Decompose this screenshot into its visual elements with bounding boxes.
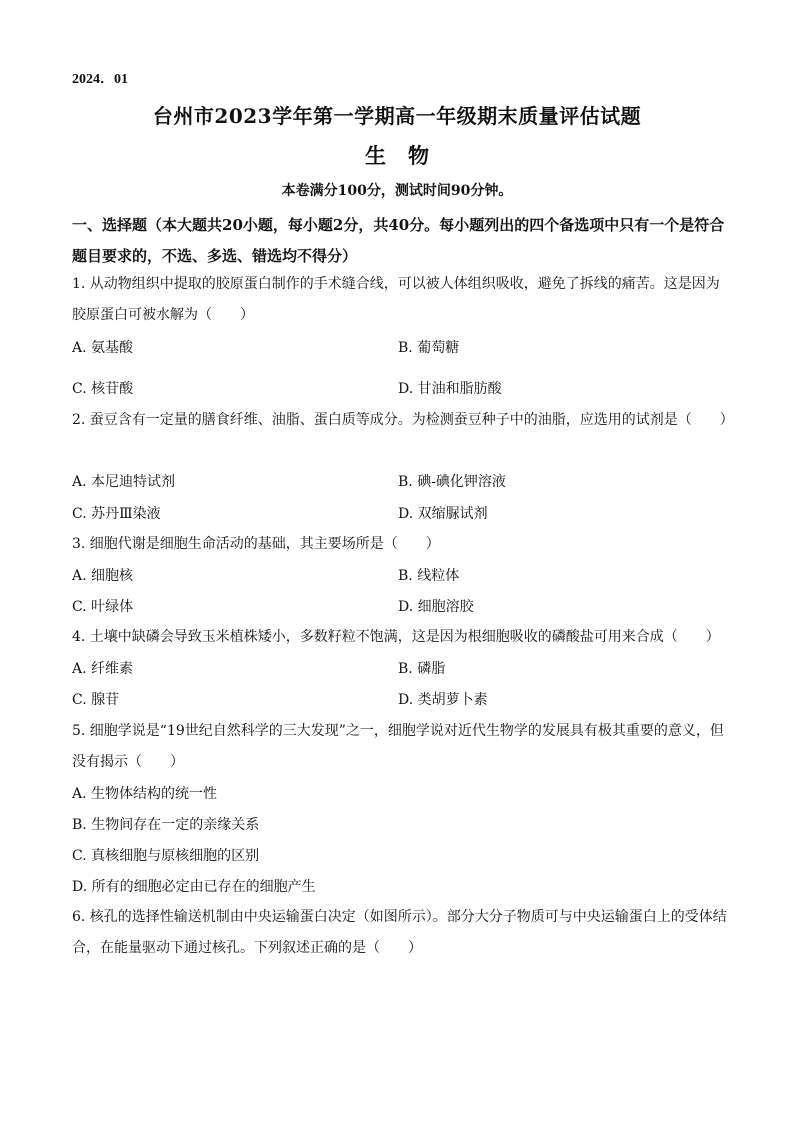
- exam-title: 台州市2023学年第一学期高一年级期末质量评估试题: [152, 104, 642, 128]
- question-4-option-a: A. 纤维素: [72, 661, 134, 677]
- question-6-stem: 6. 核孔的选择性输送机制由中央运输蛋白决定（如图所示）。部分大分子物质可与中央运输蛋白上的受体结合，在能量驱动下通过核孔。下列叙述正确的是（ ）: [72, 909, 727, 956]
- question-2-stem: 2. 蚕豆含有一定量的膳食纤维、油脂、蛋白质等成分。为检测蚕豆种子中的油脂，应选用的试剂是（ ）: [72, 412, 734, 428]
- question-2-option-a: A. 本尼迪特试剂: [72, 474, 176, 490]
- question-4-option-b: B. 磷脂: [398, 661, 446, 677]
- exam-note: 本卷满分100分，测试时间90分钟。: [281, 183, 513, 199]
- question-5-option-a: A. 生物体结构的统一性: [72, 786, 218, 802]
- question-3-option-b: B. 线粒体: [398, 568, 460, 584]
- question-4-option-d: D. 类胡萝卜素: [398, 692, 488, 708]
- question-5-option-d: D. 所有的细胞必定由已存在的细胞产生: [72, 879, 316, 895]
- question-2-option-b: B. 碘-碘化钾溶液: [398, 474, 506, 490]
- exam-subject: 生物: [365, 143, 451, 168]
- question-3-option-c: C. 叶绿体: [72, 599, 134, 615]
- question-1-option-a: A. 氨基酸: [72, 340, 134, 356]
- question-1-option-b: B. 葡萄糖: [398, 340, 460, 356]
- section-heading: 一、选择题（本大题共20小题，每小题2分，共40分。每小题列出的四个备选项中只有一个是符合题目要求的，不选、多选、错选均不得分）: [72, 216, 725, 265]
- question-4-option-c: C. 腺苷: [72, 692, 120, 708]
- question-5-option-c: C. 真核细胞与原核细胞的区别: [72, 848, 260, 864]
- question-1-option-d: D. 甘油和脂肪酸: [398, 381, 502, 397]
- question-1-option-c: C. 核苷酸: [72, 381, 134, 397]
- question-3-option-d: D. 细胞溶胶: [398, 599, 474, 615]
- exam-date: 2024．01: [72, 72, 128, 87]
- question-2-option-d: D. 双缩脲试剂: [398, 506, 488, 522]
- question-4-stem: 4. 土壤中缺磷会导致玉米植株矮小，多数籽粒不饱满，这是因为根细胞吸收的磷酸盐可用来合成（ ）: [72, 629, 720, 645]
- question-5-stem: 5. 细胞学说是“19世纪自然科学的三大发现”之一，细胞学说对近代生物学的发展具有极其重要的意义，但没有揭示（ ）: [72, 723, 724, 770]
- question-3-stem: 3. 细胞代谢是细胞生命活动的基础，其主要场所是（ ）: [72, 536, 440, 552]
- question-3-option-a: A. 细胞核: [72, 568, 134, 584]
- question-2-option-c: C. 苏丹Ⅲ染液: [72, 506, 161, 522]
- question-1-stem: 1. 从动物组织中提取的胶原蛋白制作的手术缝合线，可以被人体组织吸收，避免了拆线的痛苦。这是因为胶原蛋白可被水解为（ ）: [72, 276, 720, 323]
- question-5-option-b: B. 生物间存在一定的亲缘关系: [72, 817, 260, 833]
